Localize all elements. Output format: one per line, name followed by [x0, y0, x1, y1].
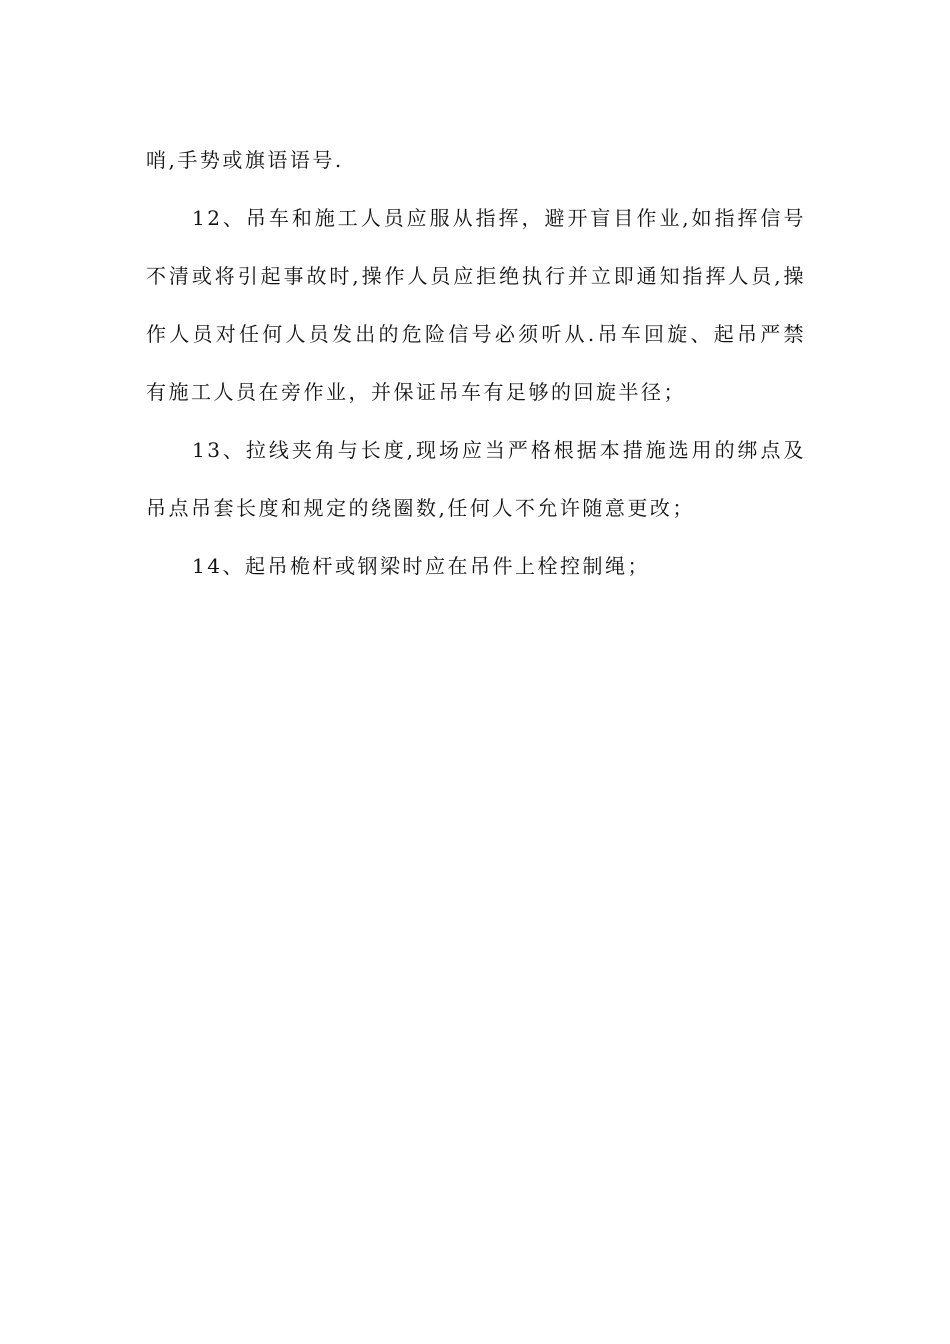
paragraph-continuation: 哨,手势或旗语语号. — [146, 148, 344, 172]
paragraph-item-14: 14、起吊桅杆或钢梁时应在吊件上栓控制绳； — [192, 554, 650, 578]
paragraph-item-12: 12、吊车和施工人员应服从指挥，避开盲目作业,如指挥信号不清或将引起事故时,操作人员应拒绝执行并立即通知指挥人员,操作人员对任何人员发出的危险信号必须听从.吊车回旋、起吊严禁有施工人员在旁作业，并保证吊车有足够的回旋半径； — [146, 206, 806, 404]
paragraph-item-13: 13、拉线夹角与长度,现场应当严格根据本措施选用的绑点及吊点吊套长度和规定的绕圈数,任何人不允许随意更改； — [146, 438, 806, 520]
document-body — [146, 131, 806, 595]
